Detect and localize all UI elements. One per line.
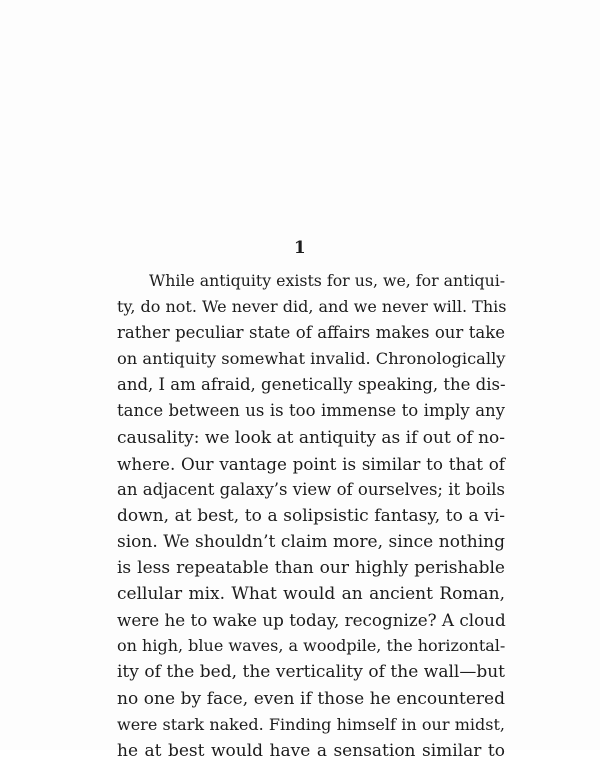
text-line: an adjacent galaxy’s view of ourselves; it boils <box>117 479 505 499</box>
text-line: no one by face, even if those he encountered <box>117 688 505 709</box>
text-line: ty, do not. We never did, and we never will. This <box>117 297 507 317</box>
text-line: is less repeatable than our highly perishable <box>117 558 505 579</box>
text-line: on high, blue waves, a woodpile, the horizontal- <box>117 636 506 656</box>
text-line: sion. We shouldn’t claim more, since nothing <box>117 531 505 552</box>
text-line: on antiquity somewhat invalid. Chronologically <box>117 349 506 369</box>
text-line: rather peculiar state of affairs makes our take <box>117 323 505 343</box>
text-line: down, at best, to a solipsistic fantasy, to a vi- <box>117 505 505 526</box>
text-line: were he to wake up today, recognize? A cloud <box>117 610 506 631</box>
text-line: he at best would have a sensation similar to <box>117 740 505 761</box>
text-line: causality: we look at antiquity as if out of no- <box>117 427 506 448</box>
body-paragraph <box>117 268 505 764</box>
text-line: cellular mix. What would an ancient Roman, <box>117 584 505 605</box>
text-line: While antiquity exists for us, we, for antiqui- <box>149 271 506 290</box>
text-line: tance between us is too immense to imply any <box>117 401 505 421</box>
text-line: and, I am afraid, genetically speaking, the dis- <box>117 375 506 395</box>
chapter-number: 1 <box>293 238 307 258</box>
text-line: ity of the bed, the verticality of the wall—but <box>117 662 505 683</box>
text-line: were stark naked. Finding himself in our midst, <box>117 714 505 734</box>
text-line: where. Our vantage point is similar to that of <box>117 453 505 474</box>
